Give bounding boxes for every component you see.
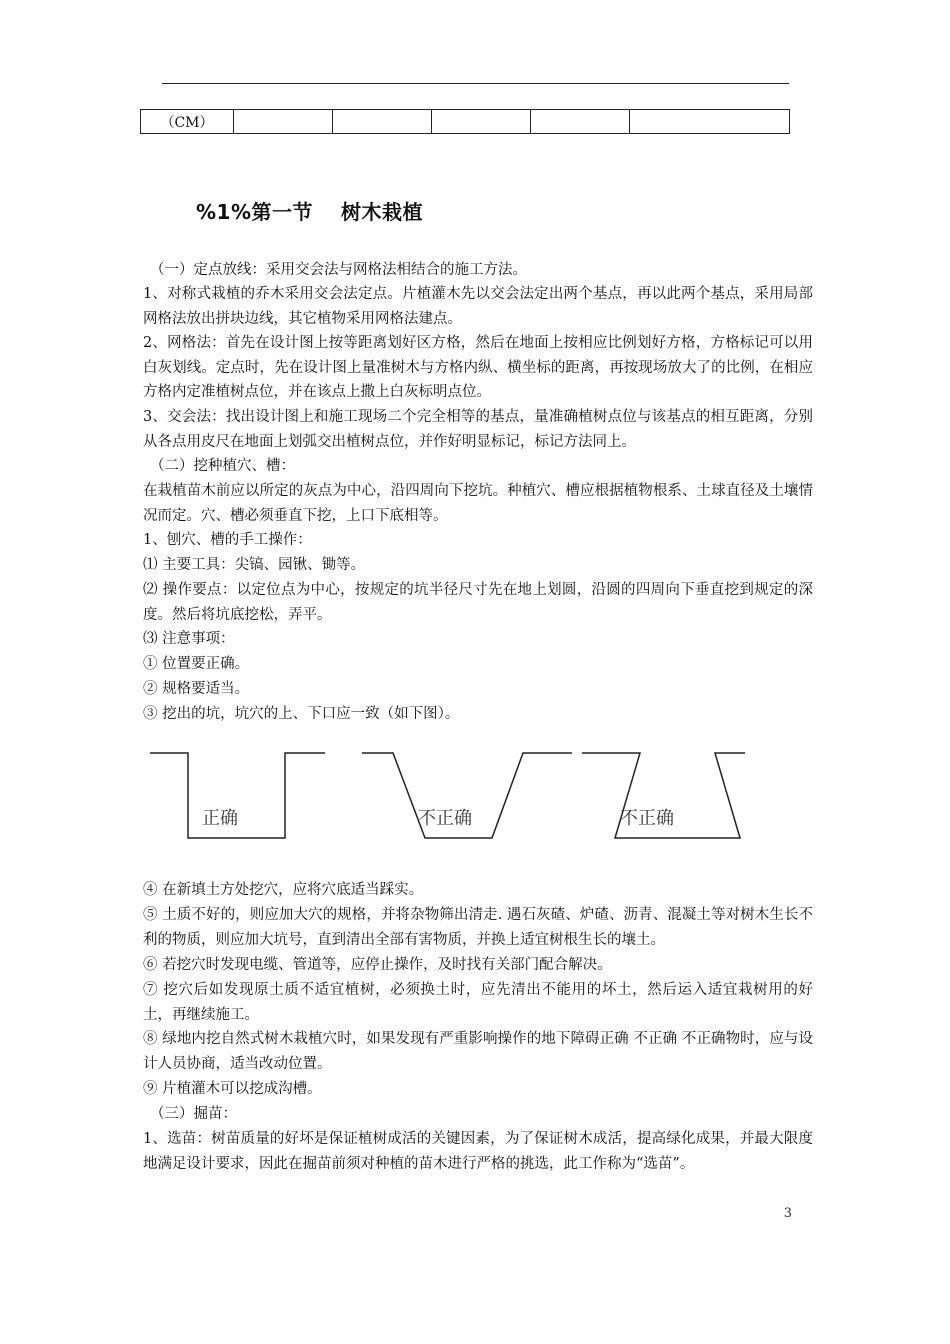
section-title: %1%第一节 树木栽植 bbox=[196, 200, 423, 224]
table-cell bbox=[531, 110, 630, 134]
table-cell bbox=[432, 110, 531, 134]
paragraph: ⑤ 土质不好的，则应加大穴的规格，并将杂物筛出清走. 遇石灰碴、炉碴、沥青、混凝土等对树木生长不利的物质，则应加大坑号，直到清出全部有害物质，并换上适宜树根生长的壤土。 bbox=[143, 907, 813, 948]
paragraph: ⑥ 若挖穴时发现电缆、管道等，应停止操作，及时找有关部门配合解决。 bbox=[143, 957, 612, 973]
paragraph: 在栽植苗木前应以所定的灰点为中心，沿四周向下挖坑。种植穴、槽应根据植物根系、土球直径及土壤情况而定。穴、槽必须垂直下挖，上口下底相等。 bbox=[143, 483, 813, 524]
paragraph: ③ 挖出的坑，坑穴的上、下口应一致（如下图）。 bbox=[143, 706, 460, 722]
table-cell bbox=[630, 110, 790, 134]
table-cell bbox=[234, 110, 333, 134]
paragraph: 2、网格法：首先在设计图上按等距离划好区方格，然后在地面上按相应比例划好方格，方格标记可以用白灰划线。定点时，先在设计图上量准树木与方格内纵、横坐标的距离，再按现场放大了的比例，在相应方格内定准植树点位，并在该点上撒上白灰标明点位。 bbox=[143, 335, 813, 400]
label-incorrect-tapered: 不正确 bbox=[418, 808, 472, 829]
paragraph: ⑵ 操作要点：以定位点为中心，按规定的坑半径尺寸先在地上划圆，沿圆的四周向下垂直挖到规定的深度。然后将坑底挖松，弄平。 bbox=[143, 582, 813, 623]
paragraph: 1、选苗：树苗质量的好坏是保证植树成活的关键因素，为了保证树木成活，提高绿化成果，并最大限度地满足设计要求，因此在掘苗前须对种植的苗木进行严格的挑选，此工作称为“选苗”。 bbox=[143, 1131, 813, 1172]
header-rule bbox=[162, 83, 789, 84]
table-row bbox=[141, 110, 790, 134]
paragraph: 3、交会法：找出设计图上和施工现场二个完全相等的基点，量准确植树点位与该基点的相互距离，分别从各点用皮尺在地面上划弧交出植树点位，并作好明显标记，标记方法同上。 bbox=[143, 409, 813, 450]
pit-shape-diagram bbox=[140, 740, 760, 850]
paragraph: ② 规格要适当。 bbox=[143, 681, 250, 697]
paragraph: ⑦ 挖穴后如发现原土质不适宜植树，必须换土时，应先清出不能用的坏土，然后运入适宜栽树用的好土，再继续施工。 bbox=[143, 982, 813, 1023]
paragraph: （二）挖种植穴、槽： bbox=[150, 458, 295, 474]
paragraph: （三）掘苗： bbox=[150, 1106, 237, 1122]
paragraph: 1、对称式栽植的乔木采用交会法定点。片植灌木先以交会法定出两个基点，再以此两个基点，采用局部网格法放出拼块边线，其它植物采用网格法建点。 bbox=[143, 286, 813, 327]
paragraph: ⑶ 注意事项： bbox=[143, 631, 235, 647]
page-number: 3 bbox=[783, 1206, 792, 1221]
top-table-fragment bbox=[140, 109, 790, 134]
paragraph: ⑴ 主要工具：尖镐、园锹、锄等。 bbox=[143, 557, 366, 573]
pit-shape-svg bbox=[140, 740, 760, 850]
table-cell-unit: （CM） bbox=[141, 110, 234, 134]
label-correct: 正确 bbox=[202, 808, 238, 829]
paragraph: 1、刨穴、槽的手工操作： bbox=[143, 532, 312, 548]
paragraph: ⑨ 片植灌木可以挖成沟槽。 bbox=[143, 1081, 322, 1097]
label-incorrect-flared: 不正确 bbox=[620, 808, 674, 829]
paragraph: ① 位置要正确。 bbox=[143, 656, 250, 672]
paragraph: （一）定点放线：采用交会法与网格法相结合的施工方法。 bbox=[150, 262, 527, 278]
paragraph: ⑧ 绿地内挖自然式树木栽植穴时，如果发现有严重影响操作的地下障碍正确 不正确 不正确物时，应与设计人员协商，适当改动位置。 bbox=[143, 1031, 813, 1072]
table-cell bbox=[333, 110, 432, 134]
paragraph: ④ 在新填土方处挖穴，应将穴底适当踩实。 bbox=[143, 882, 424, 898]
